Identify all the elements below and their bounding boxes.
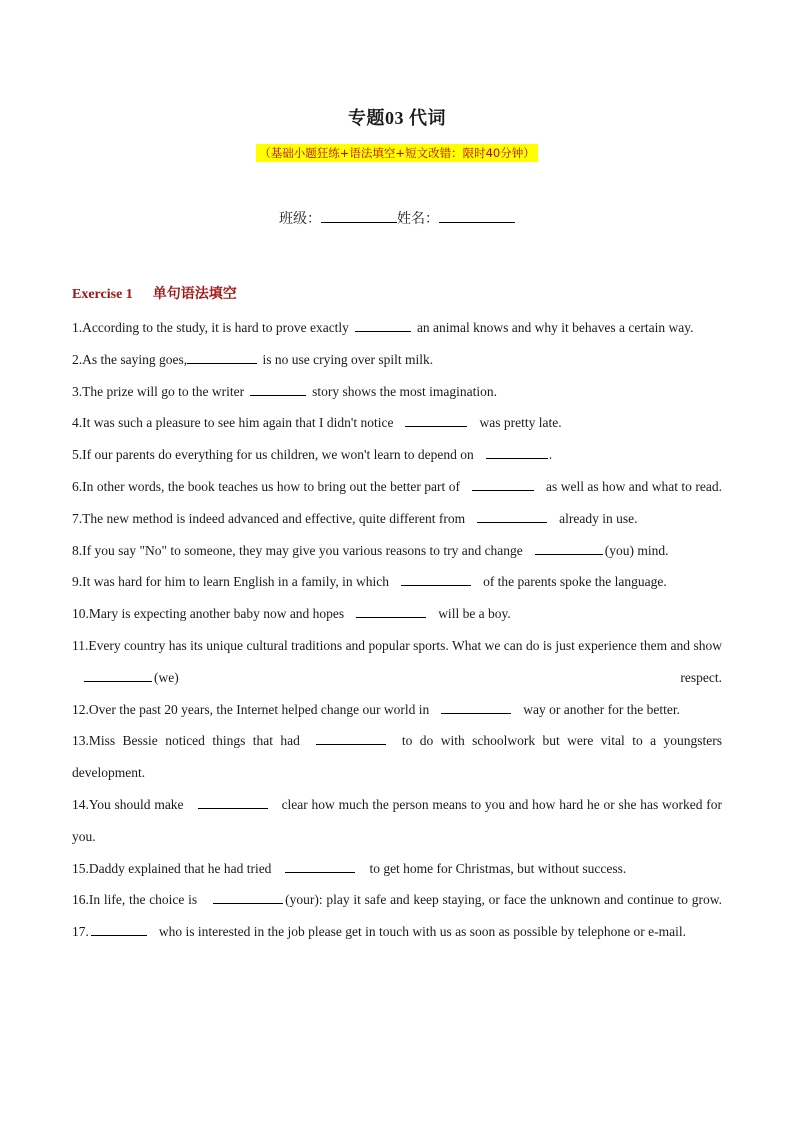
question-item: 3.The prize will go to the writer story shows the most imagination. xyxy=(72,376,722,408)
page-subtitle: （基础小题狂练+语法填空+短文改错：限时40分钟） xyxy=(256,144,537,162)
name-blank[interactable] xyxy=(439,209,515,223)
answer-blank[interactable] xyxy=(84,667,152,682)
question-item: 17. who is interested in the job please get in touch with us as soon as possible by telephone or e-mail. xyxy=(72,916,722,948)
answer-blank[interactable] xyxy=(441,699,511,714)
question-item: 12.Over the past 20 years, the Internet helped change our world in way or another for the better. xyxy=(72,694,722,726)
answer-blank[interactable] xyxy=(535,540,603,555)
answer-blank[interactable] xyxy=(285,858,355,873)
subtitle-container xyxy=(0,144,794,162)
student-info-line xyxy=(0,208,794,228)
answer-blank[interactable] xyxy=(472,476,534,491)
question-item: 8.If you say "No" to someone, they may give you various reasons to try and change (you) mind. xyxy=(72,535,722,567)
question-item: 10.Mary is expecting another baby now and hopes will be a boy. xyxy=(72,598,722,630)
answer-blank[interactable] xyxy=(405,412,467,427)
class-label: 班级： xyxy=(279,211,321,227)
question-item: 5.If our parents do everything for us children, we won't learn to depend on . xyxy=(72,439,722,471)
question-item: 15.Daddy explained that he had tried to get home for Christmas, but without success. xyxy=(72,853,722,885)
answer-blank[interactable] xyxy=(486,444,548,459)
question-item: 13.Miss Bessie noticed things that had to do with schoolwork but were vital to a youngsters development. xyxy=(72,725,722,789)
answer-blank[interactable] xyxy=(213,889,283,904)
answer-blank[interactable] xyxy=(250,381,306,396)
exercise-heading xyxy=(72,283,237,303)
question-item: 11.Every country has its unique cultural traditions and popular sports. What we can do is just experience them and show(we) respect. xyxy=(72,637,722,685)
exercise-number: Exercise 1 xyxy=(72,287,133,302)
question-item: 7.The new method is indeed advanced and effective, quite different from already in use. xyxy=(72,503,722,535)
question-item: 16.In life, the choice is (your): play it safe and keep staying, or face the unknown and continue to grow. xyxy=(72,884,722,916)
answer-blank[interactable] xyxy=(198,794,268,809)
question-list xyxy=(72,312,722,948)
answer-blank[interactable] xyxy=(316,730,386,745)
question-item: 6.In other words, the book teaches us how to bring out the better part of as well as how and what to read. xyxy=(72,471,722,503)
answer-blank[interactable] xyxy=(187,349,257,364)
answer-blank[interactable] xyxy=(356,603,426,618)
answer-blank[interactable] xyxy=(91,921,147,936)
answer-blank[interactable] xyxy=(355,317,411,332)
question-item: 1.According to the study, it is hard to prove exactly an animal knows and why it behaves a certain way. xyxy=(72,312,722,344)
answer-blank[interactable] xyxy=(477,508,547,523)
question-item: 4.It was such a pleasure to see him again that I didn't notice was pretty late. xyxy=(72,407,722,439)
question-item: 14.You should make clear how much the person means to you and how hard he or she has worked for you. xyxy=(72,789,722,853)
question-item: 2.As the saying goes, is no use crying over spilt milk. xyxy=(72,344,722,376)
name-label: 姓名： xyxy=(397,211,439,227)
question-item: 9.It was hard for him to learn English in a family, in which of the parents spoke the language. xyxy=(72,566,722,598)
class-blank[interactable] xyxy=(321,209,397,223)
answer-blank[interactable] xyxy=(401,571,471,586)
exercise-title: 单句语法填空 xyxy=(152,287,237,302)
page-title: 专题03 代词 xyxy=(348,108,446,128)
